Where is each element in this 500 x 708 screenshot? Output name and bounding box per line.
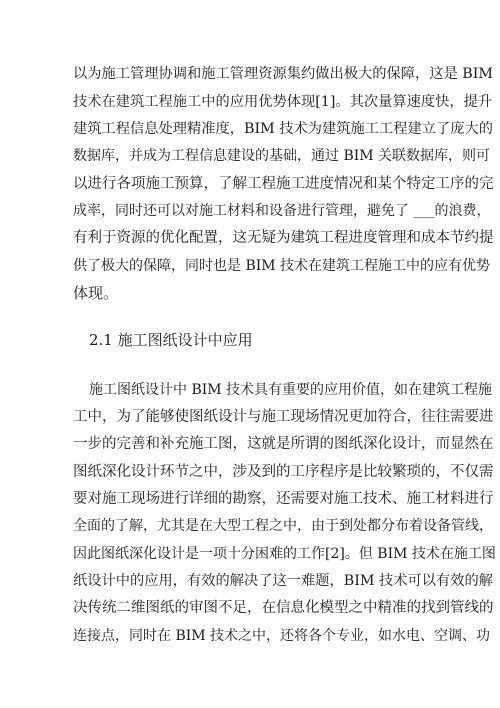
paragraph-2-line-10: 连接点，同时在 BIM 技术之中，还将各个专业，如水电、空调、功 (73, 628, 491, 644)
paragraph-2-line-6: 全面的了解，尤其是在大型工程之中，由于到处都分布着设备管线， (73, 518, 493, 534)
paragraph-1-line-2: 技术在建筑工程施工中的应用优势体现[1]。其次量算速度快，提升 (73, 94, 493, 110)
paragraph-1-line-1: 以为施工管理协调和施工管理资源集约做出极大的保障，这是 BIM (73, 66, 493, 82)
paragraph-1-line-3: 建筑工程信息处理精准度，BIM 技术为建筑施工工程建立了庞大的 (73, 121, 493, 137)
section-heading: 2.1 施工图纸设计中应用 (89, 331, 253, 349)
paragraph-2-line-9: 决传统二维图纸的审图不足，在信息化模型之中精准的找到管线的 (73, 600, 494, 616)
paragraph-2-line-1: 施工图纸设计中 BIM 技术具有重要的应用价值，如在建筑工程施 (89, 382, 493, 398)
paragraph-2-line-5: 要对施工现场进行详细的勘察，还需要对施工技术、施工材料进行 (73, 491, 494, 507)
paragraph-2-line-3: 一步的完善和补充施工图，这就是所谓的图纸深化设计，而显然在 (73, 436, 494, 452)
paragraph-1-line-4: 数据库，并成为工程信息建设的基础，通过 BIM 关联数据库，则可 (73, 148, 491, 164)
paragraph-2-line-2: 工中，为了能够使图纸设计与施工现场情况更加符合，往往需要进 (73, 409, 494, 425)
paragraph-1-line-7: 有利于资源的优化配置，这无疑为建筑工程进度管理和成本节约提 (73, 230, 494, 246)
paragraph-2-line-4: 图纸深化设计环节之中，涉及到的工序程序是比较繁琐的，不仅需 (73, 464, 494, 480)
paragraph-1-line-5: 以进行各项施工预算，了解工程施工进度情况和某个特定工序的完 (73, 176, 494, 192)
paragraph-1-line-6: 成率，同时还可以对施工材料和设备进行管理，避免了 ___的浪费， (73, 203, 491, 219)
paragraph-1-line-9: 体现。 (73, 284, 119, 302)
paragraph-1-line-8: 供了极大的保障，同时也是 BIM 技术在建筑工程施工中的应有优势 (73, 258, 491, 274)
paragraph-2-line-7: 因此图纸深化设计是一项十分困难的工作[2]。但 BIM 技术在施工图 (73, 546, 496, 562)
paragraph-2-line-8: 纸设计中的应用，有效的解决了这一难题，BIM 技术可以有效的解 (73, 573, 493, 589)
